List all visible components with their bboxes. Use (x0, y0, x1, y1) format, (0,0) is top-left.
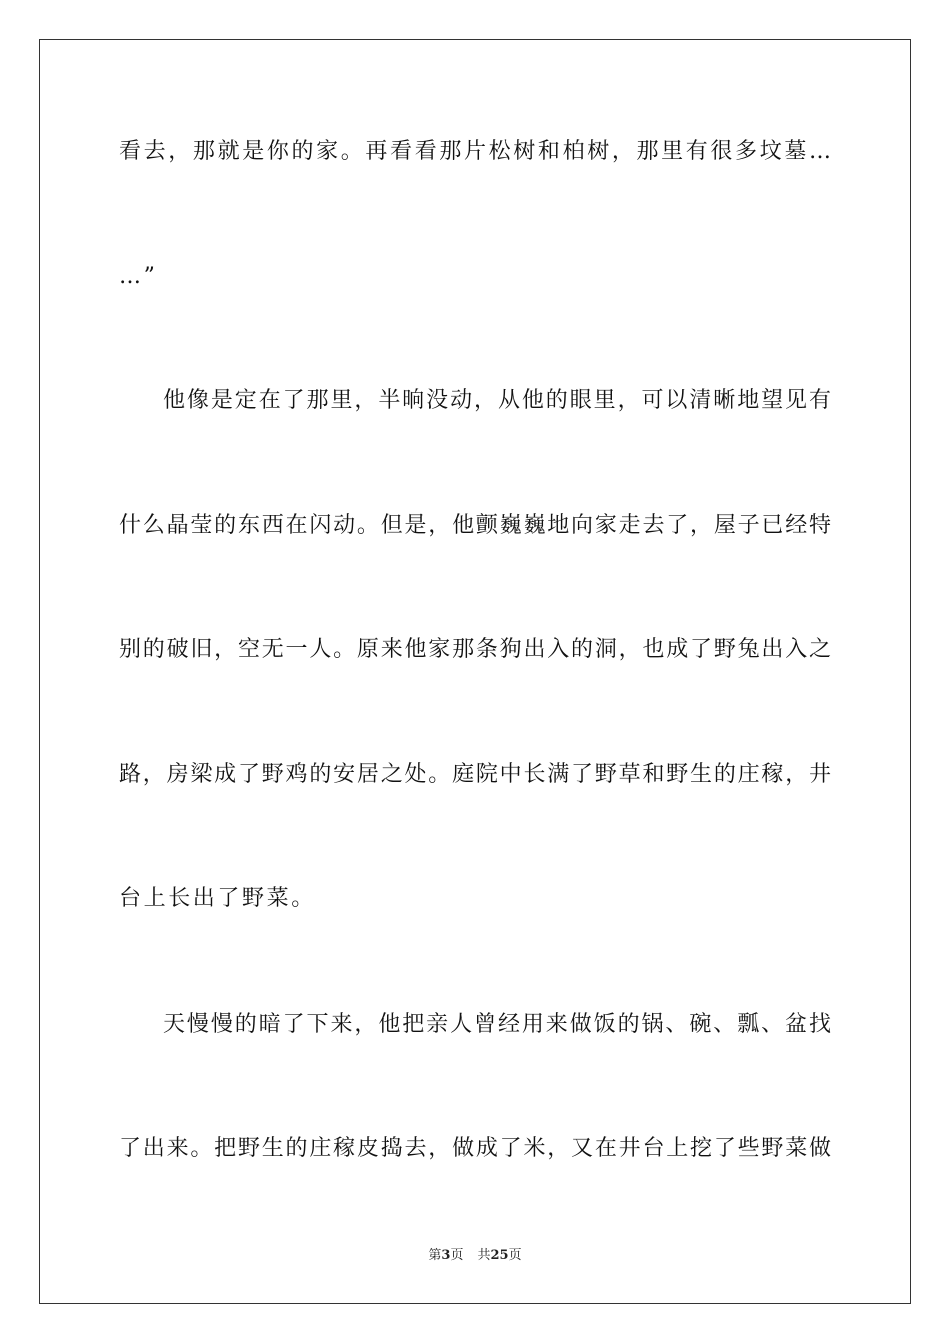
text-line: 了出来。把野生的庄稼皮捣去，做成了米，又在井台上挖了些野菜做 (119, 1136, 831, 1161)
text-line: …” (119, 264, 158, 289)
page-border (39, 39, 911, 1304)
total-suffix: 页 (508, 1248, 522, 1263)
paragraph-start-line: 天慢慢的暗了下来，他把亲人曾经用来做饭的锅、碗、瓢、盆找 (163, 1012, 831, 1037)
page-suffix: 页 (450, 1248, 464, 1263)
paragraph-start-line: 他像是定在了那里，半晌没动，从他的眼里，可以清晰地望见有 (163, 388, 831, 413)
page-prefix: 第 (428, 1248, 442, 1263)
text-line: 台上长出了野菜。 (119, 886, 316, 911)
text-line: 路，房梁成了野鸡的安居之处。庭院中长满了野草和野生的庄稼，井 (119, 762, 831, 787)
page-footer (0, 1247, 950, 1265)
text-line: 看去，那就是你的家。再看看那片松树和柏树，那里有很多坟墓… (119, 139, 831, 164)
total-prefix: 共 (477, 1248, 491, 1263)
text-line: 别的破旧，空无一人。原来他家那条狗出入的洞，也成了野兔出入之 (119, 637, 831, 662)
page-number: 3 (441, 1248, 451, 1263)
total-pages: 25 (490, 1248, 509, 1263)
text-line: 什么晶莹的东西在闪动。但是，他颤巍巍地向家走去了，屋子已经特 (119, 513, 831, 538)
